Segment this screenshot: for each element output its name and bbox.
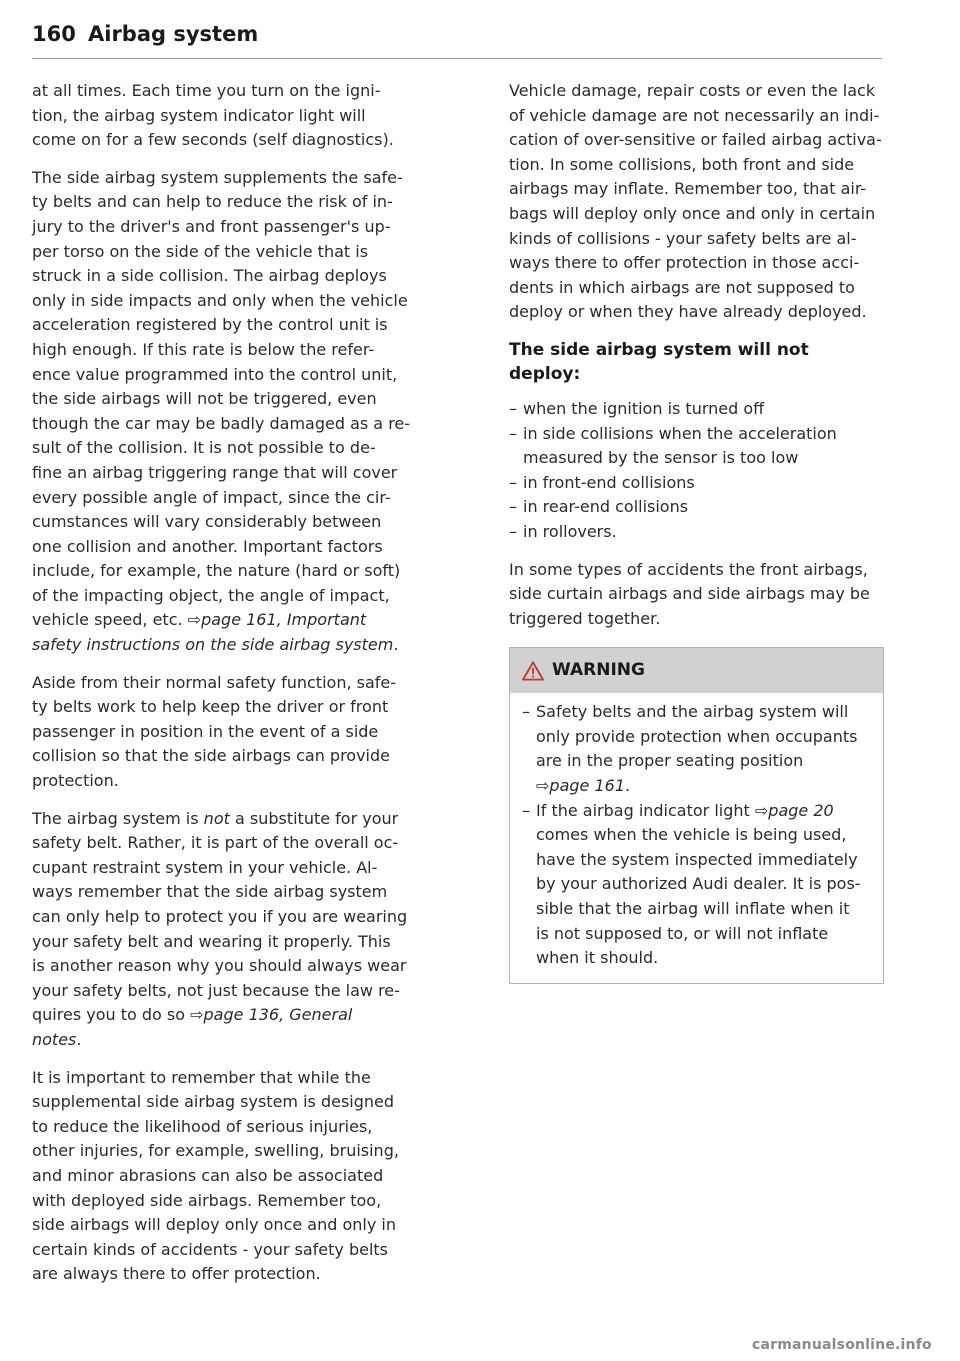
text-line: are always there to offer protection. (32, 1264, 321, 1284)
text-line: measured by the sensor is too low (523, 448, 799, 468)
text-line: sible that the airbag will inflate when it (536, 899, 850, 919)
text-run: If the airbag indicator light (536, 800, 755, 820)
text-line: your safety belts, not just because the law re- (32, 980, 400, 1000)
warning-item (522, 700, 869, 798)
text-line: acceleration registered by the control unit is (32, 315, 388, 335)
text-line: at all times. Each time you turn on the igni- (32, 81, 381, 100)
text-run: . (393, 635, 399, 655)
text-line: is another reason why you should always wear (32, 956, 407, 976)
page-reference-link[interactable]: ⇨page 136, General (190, 1005, 353, 1025)
text-line: In some types of accidents the front airbags, (509, 559, 868, 579)
text-line: side curtain airbags and side airbags may be (509, 584, 870, 604)
text-line: every possible angle of impact, since the cir- (32, 487, 391, 507)
text-line: ways there to offer protection in those acci- (509, 253, 860, 273)
text-line: ence value programmed into the control unit, (32, 364, 398, 384)
list-item (509, 422, 884, 471)
text-line: to reduce the likelihood of serious injuries, (32, 1116, 373, 1136)
list-item: – when the ignition is turned off (509, 397, 884, 422)
text-line: high enough. If this rate is below the refer- (32, 339, 375, 359)
text-line: cation of over-sensitive or failed airbag activa- (509, 130, 882, 150)
paragraph-not-substitute (32, 807, 454, 1053)
text-line: of vehicle damage are not necessarily an indi- (509, 105, 880, 125)
text-line: comes when the vehicle is being used, (536, 825, 847, 845)
text-line: include, for example, the nature (hard or soft) (32, 561, 401, 581)
text-line: per torso on the side of the vehicle that is (32, 241, 369, 261)
page-reference-link-continued[interactable]: safety instructions on the side airbag system (32, 635, 394, 655)
text-line: tion. In some collisions, both front and side (509, 154, 855, 174)
text-line: ty belts and can help to reduce the risk of in- (32, 192, 393, 212)
text-line: It is important to remember that while the (32, 1067, 371, 1087)
text-line: Aside from their normal safety function, safe- (32, 672, 397, 692)
right-column (509, 79, 884, 984)
warning-item (522, 799, 869, 971)
text-line: kinds of collisions - your safety belts are al- (509, 228, 857, 248)
text-line: is not supposed to, or will not inflate (536, 923, 829, 943)
no-deploy-list (509, 397, 884, 545)
emphasis-not: not (203, 808, 230, 828)
text-line: though the car may be badly damaged as a re- (32, 413, 411, 433)
list-item: – in rollovers. (509, 520, 884, 545)
text-line: come on for a few seconds (self diagnostics). (32, 130, 394, 150)
section-title: Airbag system (88, 22, 259, 46)
list-item: – in rear-end collisions (509, 495, 884, 520)
text-line: ty belts work to help keep the driver or front (32, 697, 389, 717)
paragraph-triggered-together (509, 558, 884, 632)
text-line: sult of the collision. It is not possible to de- (32, 438, 376, 458)
text-run: The airbag system is (32, 808, 204, 828)
text-line (536, 799, 869, 824)
paragraph-other-injuries (32, 1066, 454, 1287)
paragraph-safety-belts (32, 671, 454, 794)
text-line: other injuries, for example, swelling, bruising, (32, 1141, 399, 1161)
text-line: side airbags will deploy only once and only in (32, 1215, 396, 1235)
text-line: airbags may inflate. Remember too, that air- (509, 179, 867, 199)
warning-body (510, 693, 883, 983)
text-line (32, 608, 454, 633)
text-line: cumstances will vary considerably between (32, 512, 382, 532)
text-line: bags will deploy only once and only in certain (509, 203, 876, 223)
paragraph-ignition (32, 79, 454, 153)
text-line: – Safety belts and the airbag system will (536, 702, 849, 722)
text-line: fine an airbag triggering range that will cover (32, 462, 398, 482)
text-run: . (76, 1029, 82, 1049)
text-line (32, 633, 454, 658)
text-line: tion, the airbag system indicator light will (32, 105, 366, 125)
text-line: collision so that the side airbags can provide (32, 746, 390, 766)
text-line: – in side collisions when the acceleration (523, 423, 837, 443)
text-line: have the system inspected immediately (536, 849, 858, 869)
text-line: by your authorized Audi dealer. It is pos- (536, 874, 861, 894)
text-line: triggered together. (509, 608, 661, 628)
text-line: supplemental side airbag system is designed (32, 1092, 395, 1112)
page-reference-link-continued[interactable]: notes (32, 1029, 77, 1049)
text-run: vehicle speed, etc. (32, 610, 188, 630)
text-line: The side airbag system supplements the safe- (32, 167, 403, 187)
page-header (32, 22, 882, 59)
text-line: ways remember that the side airbag system (32, 882, 388, 902)
text-line: with deployed side airbags. Remember too, (32, 1190, 382, 1210)
text-line: passenger in position in the event of a side (32, 721, 379, 741)
paragraph-vehicle-damage (509, 79, 884, 325)
warning-title: WARNING (552, 660, 645, 681)
text-line: protection. (32, 771, 119, 791)
text-line (32, 1003, 454, 1028)
text-line: your safety belt and wearing it properly. This (32, 931, 391, 951)
paragraph-side-airbag (32, 166, 454, 658)
text-line: Vehicle damage, repair costs or even the lack (509, 81, 876, 100)
text-line: dents in which airbags are not supposed to (509, 277, 855, 297)
text-line: of the impacting object, the angle of impact, (32, 585, 390, 605)
left-column (32, 79, 454, 1300)
text-line: cupant restraint system in your vehicle. Al- (32, 857, 378, 877)
text-line (32, 1028, 454, 1053)
text-run: a substitute for your (229, 808, 399, 828)
text-line (536, 774, 869, 799)
text-line: only provide protection when occupants (536, 726, 858, 746)
list-item: – in front-end collisions (509, 471, 884, 496)
text-line: struck in a side collision. The airbag deploys (32, 266, 387, 286)
page-reference-link[interactable]: ⇨page 161, Important (187, 610, 367, 630)
text-line: jury to the driver's and front passenger's up- (32, 216, 391, 236)
subheading-will-not-deploy: The side airbag system will not deploy: (509, 339, 809, 384)
text-line: are in the proper seating position (536, 751, 804, 771)
text-line: deploy or when they have already deployed. (509, 302, 867, 322)
text-line: certain kinds of accidents - your safety belts (32, 1239, 389, 1259)
text-line (32, 807, 454, 832)
site-watermark: carmanualsonline.info (752, 1337, 932, 1353)
text-line: safety belt. Rather, it is part of the overall oc- (32, 833, 399, 853)
text-line: can only help to protect you if you are wearing (32, 907, 408, 926)
text-line: and minor abrasions can also be associated (32, 1165, 384, 1185)
text-line: one collision and another. Important factors (32, 536, 383, 556)
text-line: when it should. (536, 948, 659, 968)
text-line: the side airbags will not be triggered, even (32, 389, 377, 409)
page-reference-link[interactable]: ⇨page 161 (536, 776, 625, 796)
page-reference-link[interactable]: ⇨page 20 (754, 800, 834, 820)
warning-box (509, 647, 884, 984)
warning-list (522, 700, 869, 971)
text-run: . (625, 776, 631, 796)
text-run: quires you to do so (32, 1005, 191, 1025)
page-number: 160 (32, 22, 76, 46)
text-line: only in side impacts and only when the vehicle (32, 290, 408, 310)
warning-triangle-icon (522, 661, 544, 681)
warning-header (510, 648, 883, 693)
